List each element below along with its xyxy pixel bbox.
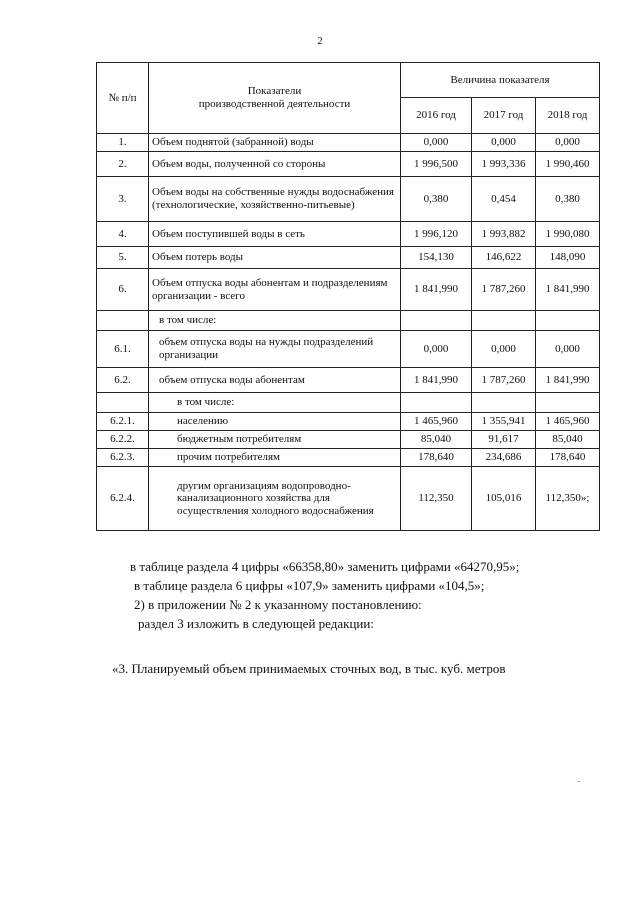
row-number: 6.2.4. [97,467,149,531]
row-number: 6.2.1. [97,413,149,431]
header-value-group: Величина показателя [401,63,600,98]
value-cell: 0,000 [472,331,536,368]
indicator-label: Объем поднятой (забранной) воды [149,134,401,152]
row-number: 2. [97,152,149,177]
indicator-label: в том числе: [149,311,401,331]
value-cell: 85,040 [401,431,472,449]
value-cell: 178,640 [536,449,600,467]
paragraph: раздел 3 изложить в следующей редакции: [138,616,374,631]
value-cell [401,311,472,331]
table-row [97,134,600,152]
table-row [97,413,600,431]
value-cell [536,311,600,331]
row-number [97,311,149,331]
table-row [97,393,600,413]
value-cell: 85,040 [536,431,600,449]
indicator-label: населению [149,413,401,431]
value-cell: 112,350 [401,467,472,531]
value-cell: 1 993,882 [472,222,536,247]
section-heading: «3. Планируемый объем принимаемых сточных вод, в тыс. куб. метров [112,661,506,676]
value-cell [536,393,600,413]
header-year-2017: 2017 год [472,98,536,134]
header-indicator: Показатели производственной деятельности [149,63,401,134]
row-number: 6.2.2. [97,431,149,449]
value-cell [401,393,472,413]
value-cell: 1 841,990 [536,269,600,311]
indicator-label: Объем воды на собственные нужды водоснабжения (технологические, хозяйственно-питьевые) [149,177,401,222]
table-row [97,177,600,222]
value-cell: 234,686 [472,449,536,467]
production-indicators-table [96,62,600,531]
value-cell: 112,350»; [536,467,600,531]
value-cell: 1 465,960 [536,413,600,431]
indicator-label: в том числе: [149,393,401,413]
indicator-label: Объем воды, полученной со стороны [149,152,401,177]
table-row [97,449,600,467]
value-cell: 1 996,500 [401,152,472,177]
value-cell: 1 993,336 [472,152,536,177]
value-cell: 1 841,990 [536,368,600,393]
header-year-2018: 2018 год [536,98,600,134]
value-cell: 1 990,460 [536,152,600,177]
table-row [97,222,600,247]
row-number: 6.1. [97,331,149,368]
indicator-label: прочим потребителям [149,449,401,467]
value-cell: 1 841,990 [401,368,472,393]
indicator-label: Объем поступившей воды в сеть [149,222,401,247]
row-number: 3. [97,177,149,222]
value-cell: 1 355,941 [472,413,536,431]
value-cell: 1 465,960 [401,413,472,431]
value-cell: 1 996,120 [401,222,472,247]
indicator-label: объем отпуска воды на нужды подразделений организации [149,331,401,368]
row-number: 6.2. [97,368,149,393]
value-cell: 91,617 [472,431,536,449]
paragraph: 2) в приложении № 2 к указанному постановлению: [134,597,422,612]
row-number: 6. [97,269,149,311]
paragraph: в таблице раздела 4 цифры «66358,80» заменить цифрами «64270,95»; [130,559,520,574]
value-cell: 1 787,260 [472,368,536,393]
value-cell: 1 787,260 [472,269,536,311]
table-row [97,368,600,393]
value-cell: 105,016 [472,467,536,531]
indicator-label: другим организациям водопроводно-канализационного хозяйства для осуществления холодного водоснабжения [149,467,401,531]
value-cell [472,311,536,331]
table-row [97,311,600,331]
value-cell: 0,000 [472,134,536,152]
value-cell [472,393,536,413]
value-cell: 154,130 [401,247,472,269]
header-year-2016: 2016 год [401,98,472,134]
value-cell: 0,000 [536,134,600,152]
indicator-label: Объем потерь воды [149,247,401,269]
table-body [97,134,600,531]
paragraph: в таблице раздела 6 цифры «107,9» заменить цифрами «104,5»; [134,578,485,593]
value-cell: 0,380 [401,177,472,222]
table-row [97,269,600,311]
indicator-label: объем отпуска воды абонентам [149,368,401,393]
table-row [97,431,600,449]
table-row [97,247,600,269]
value-cell: 1 990,080 [536,222,600,247]
value-cell: 0,000 [401,134,472,152]
scan-speck [578,781,580,782]
table-row [97,331,600,368]
row-number: 1. [97,134,149,152]
value-cell: 0,380 [536,177,600,222]
row-number: 6.2.3. [97,449,149,467]
indicator-label: бюджетным потребителям [149,431,401,449]
value-cell: 1 841,990 [401,269,472,311]
table-row [97,152,600,177]
row-number [97,393,149,413]
amendment-text [118,557,618,633]
value-cell: 146,622 [472,247,536,269]
header-row-number: № п/п [97,63,149,134]
indicator-label: Объем отпуска воды абонентам и подразделениям организации - всего [149,269,401,311]
table-row [97,467,600,531]
value-cell: 0,000 [536,331,600,368]
value-cell: 178,640 [401,449,472,467]
row-number: 5. [97,247,149,269]
value-cell: 148,090 [536,247,600,269]
value-cell: 0,454 [472,177,536,222]
value-cell: 0,000 [401,331,472,368]
row-number: 4. [97,222,149,247]
page-number: 2 [317,35,323,47]
